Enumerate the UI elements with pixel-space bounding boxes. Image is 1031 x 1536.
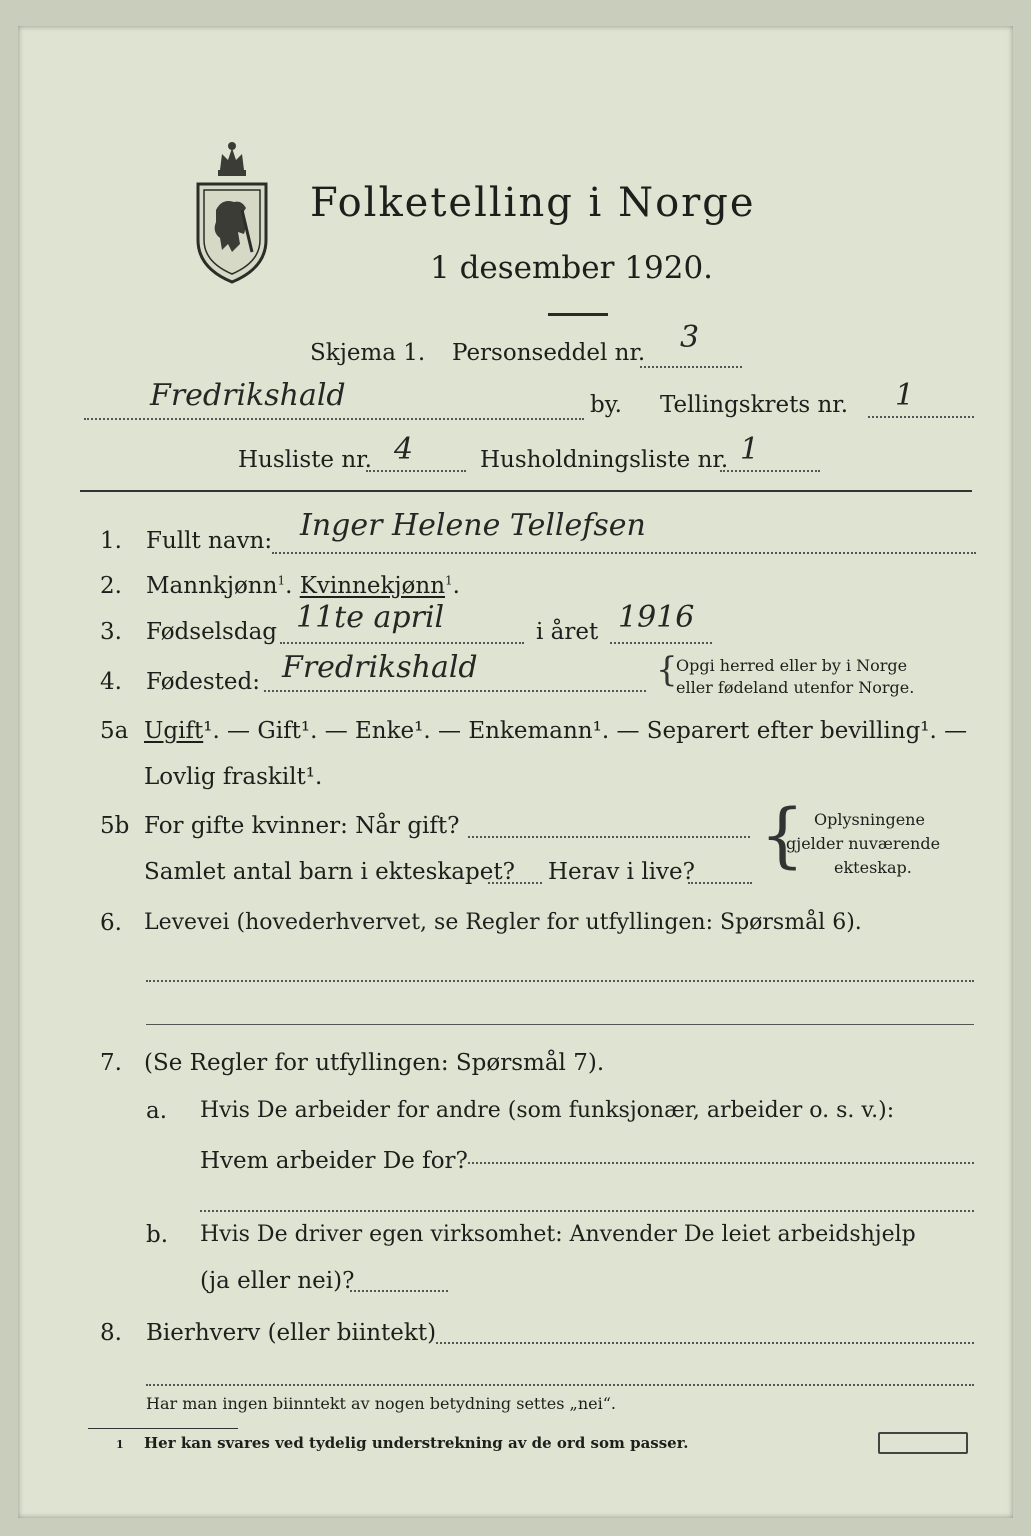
q7-label: (Se Regler for utfyllingen: Spørsmål 7). [144, 1050, 605, 1076]
q3-line [280, 642, 524, 644]
personseddel-value[interactable]: 3 [680, 320, 700, 355]
tellingskrets-value[interactable]: 1 [895, 378, 915, 413]
title-divider [548, 313, 608, 316]
birth-date-value[interactable]: 11te april [296, 600, 445, 635]
husholdningsliste-line [720, 470, 820, 472]
q5b-note-3: ekteskap. [834, 858, 912, 877]
q7a-line-1[interactable] [468, 1162, 974, 1164]
q3-year-line [610, 642, 712, 644]
by-label: by. [590, 392, 622, 418]
q5b-label2: Samlet antal barn i ekteskapet? [144, 859, 515, 885]
personseddel-label: Personseddel nr. [452, 340, 646, 366]
husholdningsliste-value[interactable]: 1 [740, 432, 760, 467]
by-line [84, 418, 584, 420]
q7a-number: a. [146, 1098, 168, 1124]
male-option[interactable]: Mannkjønn [146, 573, 278, 599]
q4-label: Fødested: [146, 669, 261, 695]
q5b-label: For gifte kvinner: Når gift? [144, 813, 460, 839]
q3-label: Fødselsdag [146, 619, 278, 645]
q1-line [272, 552, 976, 554]
q4-note-2: eller fødeland utenfor Norge. [676, 678, 915, 697]
q2-options: Mannkjønn$^1$. Kvinnekjønn$^1$. [146, 573, 460, 599]
q7b-number: b. [146, 1222, 169, 1248]
husliste-label: Husliste nr. [238, 447, 372, 473]
q7a-line-2[interactable] [200, 1210, 974, 1212]
q8-label: Bierhverv (eller biintekt) [146, 1320, 437, 1346]
q5a-number: 5a [100, 718, 129, 744]
q5b-brace: { [760, 794, 805, 876]
q8-line-2[interactable] [146, 1384, 974, 1386]
husliste-line [366, 470, 466, 472]
q5b-note-1: Oplysningene [814, 810, 925, 829]
full-name-value[interactable]: Inger Helene Tellefsen [300, 508, 646, 543]
q5b-alive-line [688, 882, 752, 884]
q5a-options [144, 718, 967, 744]
q7-number: 7. [100, 1050, 122, 1076]
q1-label: Fullt navn: [146, 528, 273, 554]
form-subtitle: 1 desember 1920. [430, 250, 714, 286]
q4-note-1: Opgi herred eller by i Norge [676, 656, 908, 675]
tellingskrets-line [868, 416, 974, 418]
q6-line-2[interactable] [146, 1024, 974, 1025]
q5b-label3: Herav i live? [548, 859, 695, 885]
q5a-divorced-option[interactable]: Lovlig fraskilt¹. [144, 764, 323, 790]
q4-number: 4. [100, 669, 122, 695]
header-divider [80, 490, 972, 492]
q4-brace: { [656, 650, 678, 690]
q6-line-1[interactable] [146, 980, 974, 982]
footnote-marker: 1 [116, 1438, 124, 1451]
tellingskrets-label: Tellingskrets nr. [660, 392, 849, 418]
q4-line [264, 690, 646, 692]
q5b-children-line [488, 882, 542, 884]
female-option[interactable]: Kvinnekjønn [299, 573, 446, 599]
q8-note: Har man ingen biinntekt av nogen betydning settes „nei“. [146, 1394, 616, 1413]
q7b-label: Hvis De driver egen virksomhet: Anvender De leiet arbeidshjelp [200, 1222, 916, 1247]
husliste-value[interactable]: 4 [394, 432, 414, 467]
q3-year-label: i året [536, 619, 599, 645]
by-value[interactable]: Fredrikshald [150, 378, 346, 413]
q5b-line [468, 836, 750, 838]
q5b-note-2: gjelder nuværende [786, 834, 941, 853]
q7b-label2: (ja eller nei)? [200, 1268, 355, 1294]
unmarried-option[interactable]: Ugift [144, 718, 204, 744]
q7b-line[interactable] [350, 1290, 448, 1292]
birth-year-value[interactable]: 1916 [618, 600, 695, 635]
form-title: Folketelling i Norge [310, 180, 756, 226]
q2-number: 2. [100, 573, 122, 599]
husholdningsliste-label: Husholdningsliste nr. [480, 447, 729, 473]
q6-number: 6. [100, 910, 122, 936]
q5b-number: 5b [100, 813, 130, 839]
printer-stamp [878, 1432, 968, 1454]
footnote-text: Her kan svares ved tydelig understrekning av de ord som passer. [144, 1434, 689, 1452]
q8-number: 8. [100, 1320, 122, 1346]
q7a-label: Hvis De arbeider for andre (som funksjonær, arbeider o. s. v.): [200, 1098, 895, 1123]
q6-label: Levevei (hovederhvervet, se Regler for utfyllingen: Spørsmål 6). [144, 910, 862, 935]
coat-of-arms-icon [192, 140, 272, 286]
q7a-label2: Hvem arbeider De for? [200, 1148, 468, 1174]
personseddel-line [640, 366, 742, 368]
q8-line-1[interactable] [436, 1342, 974, 1344]
footnote-divider [88, 1428, 238, 1429]
q5a-other-options[interactable]: ¹. — Gift¹. — Enke¹. — Enkemann¹. — Separert efter bevilling¹. — [203, 718, 968, 744]
skjema-label: Skjema 1. [310, 340, 426, 366]
q3-number: 3. [100, 619, 122, 645]
birthplace-value[interactable]: Fredrikshald [282, 650, 478, 685]
q1-number: 1. [100, 528, 122, 554]
